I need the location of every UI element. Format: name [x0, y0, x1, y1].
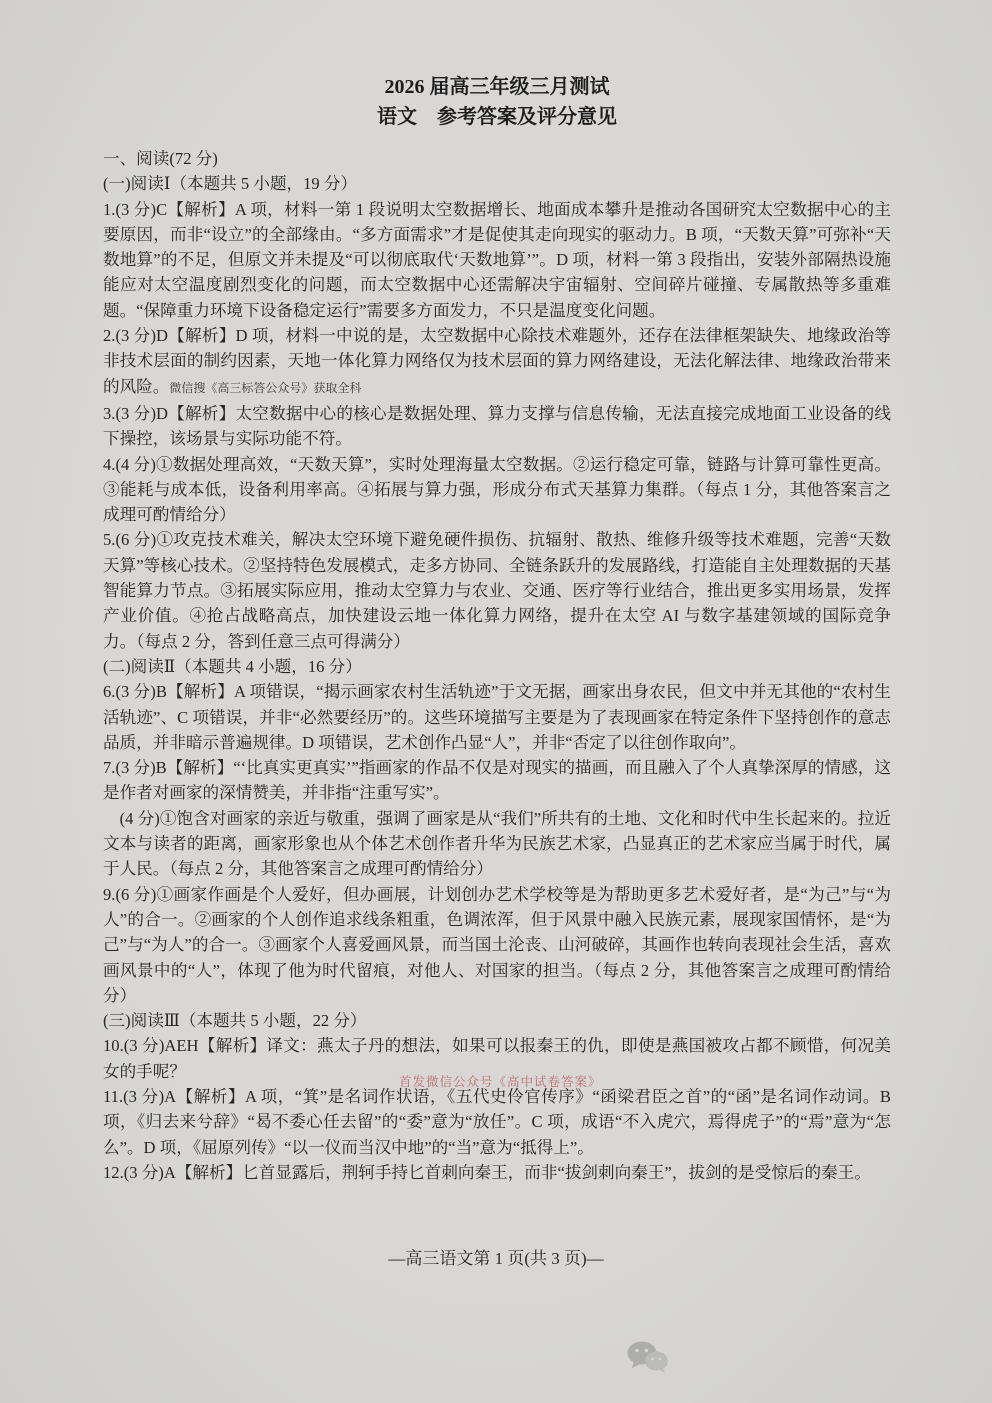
document-title-line1: 2026 届高三年级三月测试 — [384, 76, 610, 98]
answer-item-1: 1.(3 分)C【解析】A 项，材料一第 1 段说明太空数据增长、地面成本攀升是推动各国研究太空数据中心的主要原因，而非“设立”的全部缘由。“多方面需求”才是促使其走向现实的驱动力。B 项，“天数天算”可弥补“天数地算”的不足，但原文并未提及“可以彻底取代‘天数地算’”。D 项，材料一第 3 段指出，安装外部隔热设施能应对太空温度剧烈变化的问题，而太空数据中心还需解决宇宙辐射、空间碎片碰撞、专属散热等多重难题。“保障重力环境下设备稳定运行”需要多方面发力，不只是温度变化问题。 — [103, 199, 891, 320]
answer-body — [103, 146, 891, 1185]
answer-item-12: 12.(3 分)A【解析】匕首显露后，荆轲手持匕首刺向秦王，而非“拔剑刺向秦王”，拔剑的是受惊后的秦王。 — [103, 1162, 871, 1182]
subsection-heading-reading-2: (二)阅读Ⅱ（本题共 4 小题，16 分） — [103, 656, 362, 676]
section-heading-reading: 一、阅读(72 分) — [103, 149, 218, 168]
page-footer: —高三语文第 1 页(共 3 页)— — [388, 1249, 604, 1268]
answer-item-8: (4 分)①饱含对画家的亲近与敬重，强调了画家是从“我们”所共有的土地、文化和时代中生长起来的。拉近文本与读者的距离，画家形象也从个体艺术创作者升华为民族艺术家，凸显真正的艺术家应当属于时代，属于人民。（每点 2 分，其他答案言之成理可酌情给分） — [103, 808, 891, 879]
document-content — [103, 72, 891, 1185]
wechat-icon — [625, 1340, 671, 1376]
answer-item-6: 6.(3 分)B【解析】A 项错误，“揭示画家农村生活轨迹”于文无据，画家出身农民，但文中并无其他的“农村生活轨迹”、C 项错误，并非“必然要经历”的。这些环境描写主要是为了表现画家在特定条件下坚持创作的意志品质，并非暗示普遍规律。D 项错误，艺术创作凸显“人”，并非“否定了以往创作取向”。 — [103, 682, 891, 752]
answer-item-3: 3.(3 分)D【解析】太空数据中心的核心是数据处理、算力支撑与信息传输，无法直接完成地面工业设备的线下操控，该场景与实际功能不符。 — [103, 403, 891, 449]
answer-item-4: 4.(4 分)①数据处理高效，“天数天算”，实时处理海量太空数据。②运行稳定可靠，链路与计算可靠性更高。③能耗与成本低，设备利用率高。④拓展与算力强，形成分布式天基算力集群。（每点 1 分，其他答案言之成理可酌情给分） — [103, 454, 891, 525]
subsection-heading-reading-3: (三)阅读Ⅲ（本题共 5 小题，22 分） — [103, 1011, 367, 1031]
watermark-text: 首发微信公众号《高中试卷答案》 — [399, 1075, 602, 1089]
answer-item-9: 9.(6 分)①画家作画是个人爱好，但办画展，计划创办艺术学校等是为帮助更多艺术爱好者，是“为己”与“为人”的合一。②画家的个人创作追求线条粗重，色调浓浑，但于风景中融入民族元素，展现家国情怀，是“为己”与“为人”的合一。③画家个人喜爱画风景，而当国土沦丧、山河破碎，其画作也转向表现社会生活，喜欢画风景中的“人”，体现了他为时代留痕，对他人、对国家的担当。（每点 2 分，其他答案言之成理可酌情给分） — [103, 884, 891, 1005]
answer-item-5: 5.(6 分)①攻克技术难关，解决太空环境下避免硬件损伤、抗辐射、散热、维修升级等技术难题，完善“天数天算”等核心技术。②坚持特色发展模式，走多方协同、全链条跃升的发展路线，打造能自主处理数据的天基智能算力节点。③拓展实际应用，推动太空算力与农业、交通、医疗等行业结合，推出更多实用场景，发挥产业价值。④抢占战略高点，加快建设云地一体化算力网络，提升在太空 AI 与数字基建领域的国际竞争力。（每点 2 分，答到任意三点可得满分） — [103, 530, 891, 651]
promo-note: 微信搜《高三标答公众号》获取全科 — [169, 380, 362, 395]
answer-item-10: 10.(3 分)AEH【解析】译文：燕太子丹的想法，如果可以报秦王的仇，即使是燕国被攻占都不顾惜，何况美女的手呢？ — [103, 1036, 891, 1081]
subsection-heading-reading-1: (一)阅读Ⅰ（本题共 5 小题，19 分） — [103, 174, 358, 194]
document-title-line2: 语文 参考答案及评分意见 — [377, 106, 617, 128]
answer-item-2 — [103, 323, 891, 401]
answer-item-2-text: 2.(3 分)D【解析】D 项，材料一中说的是，太空数据中心除技术难题外，还存在法律框架缺失、地缘政治等非技术层面的制约因素，天地一体化算力网络仅为技术层面的算力网络建设，无法化解法律、地缘政治带来的风险。 — [103, 326, 891, 396]
answer-item-11: 11.(3 分)A【解析】A 项，“箕”是名词作状语，《五代史伶官传序》“函梁君臣之首”的“函”是名词作动词。B 项，《归去来兮辞》“曷不委心任去留”的“委”意为“放任”。C 项，成语“不入虎穴，焉得虎子”的“焉”意为“怎么”。D 项，《屈原列传》“以一仪而当汉中地”的“当”意为“抵得上”。 — [103, 1086, 891, 1157]
answer-item-7: 7.(3 分)B【解析】“‘比真实更真实’”指画家的作品不仅是对现实的描画，而且融入了个人真挚深厚的情感，这是作者对画家的深情赞美，并非指“注重写实”。 — [103, 758, 891, 803]
